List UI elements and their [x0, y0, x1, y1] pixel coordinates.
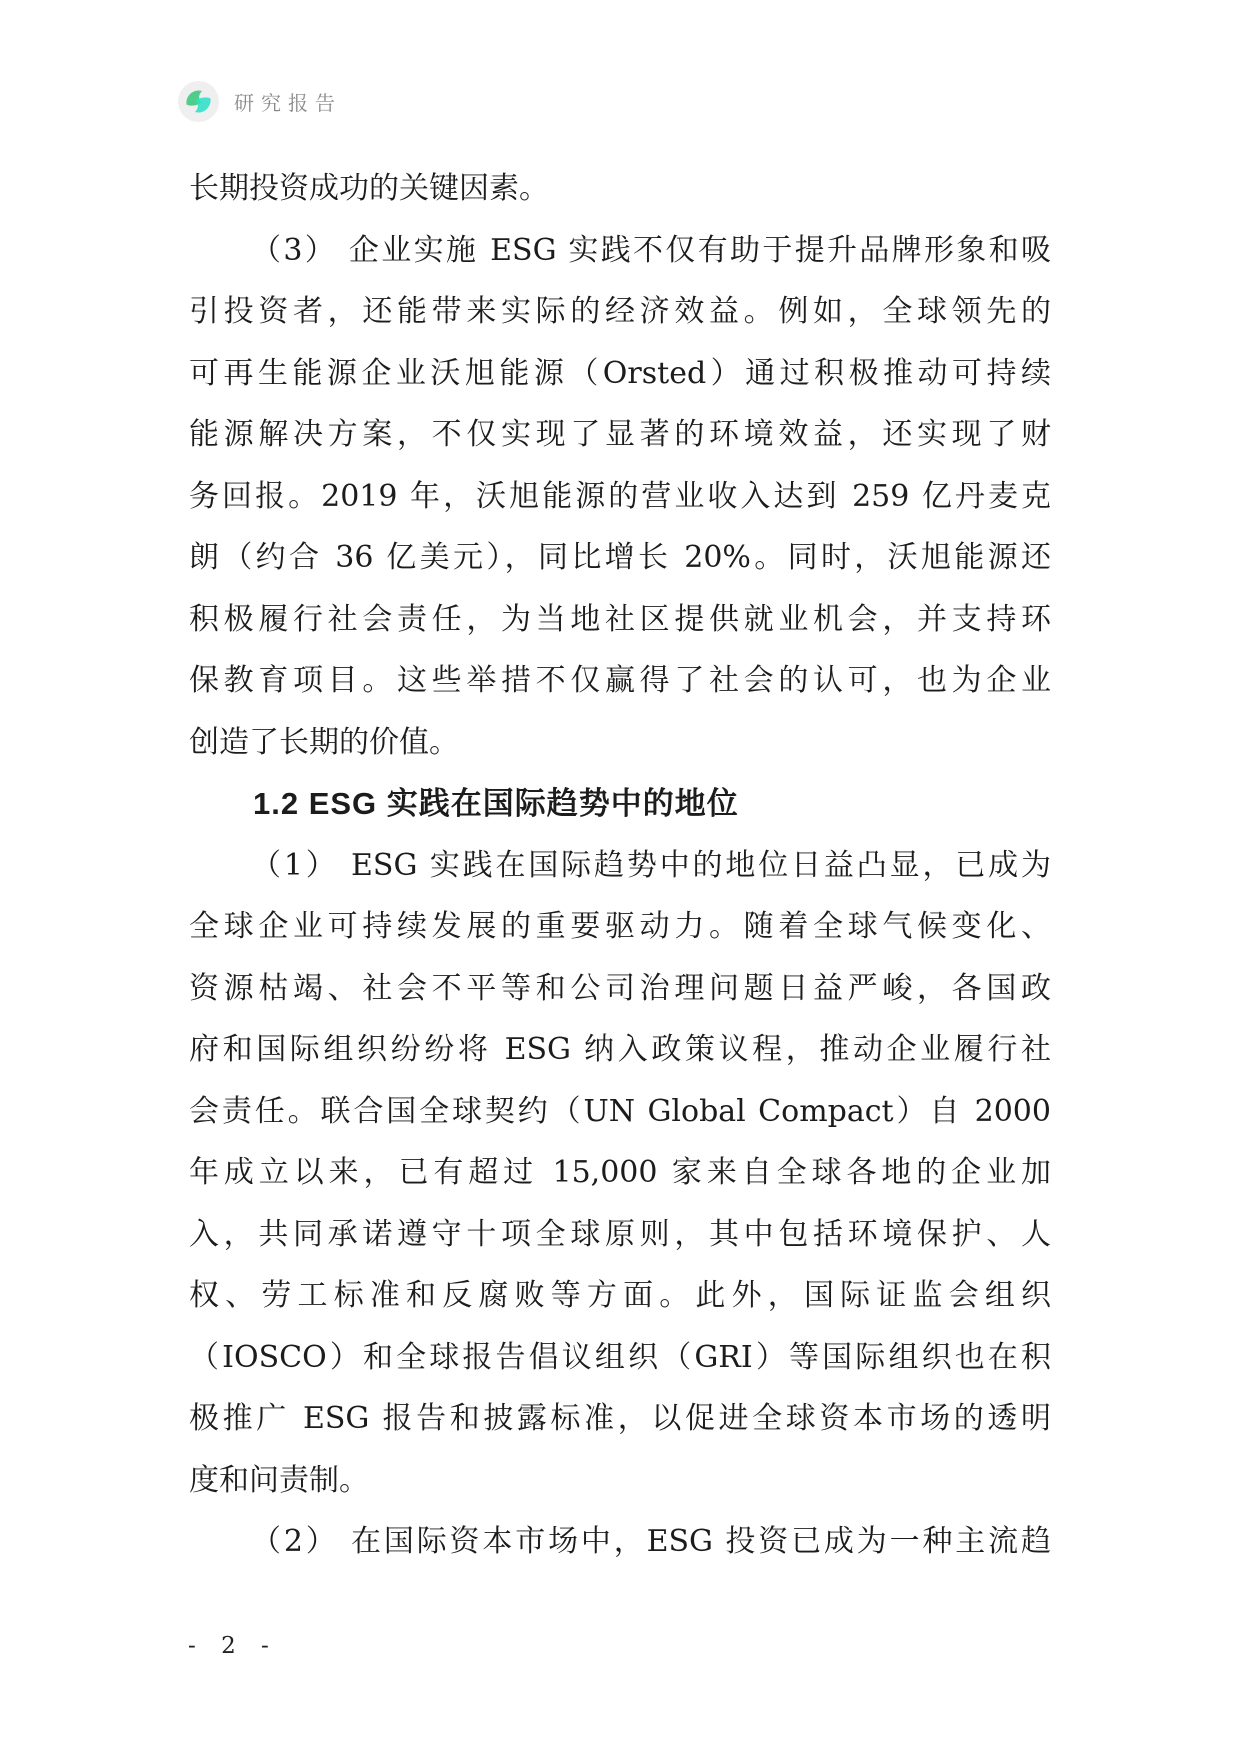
text-line: 资源枯竭、社会不平等和公司治理问题日益严峻，各国政: [189, 970, 1051, 1006]
brand-logo-icon: [178, 81, 219, 122]
text-line: 度和问责制。: [189, 1462, 369, 1498]
text-line: 会责任。联合国全球契约（UN Global Compact）自 2000: [189, 1093, 1051, 1129]
section-heading: 1.2 ESG 实践在国际趋势中的地位: [253, 786, 739, 821]
page-header: [178, 81, 342, 122]
text-line: 府和国际组织纷纷将 ESG 纳入政策议程，推动企业履行社: [189, 1032, 1051, 1067]
text-line: 全球企业可持续发展的重要驱动力。随着全球气候变化、: [189, 909, 1051, 944]
text-line: 长期投资成功的关键因素。: [189, 171, 549, 206]
text-line: （3） 企业实施 ESG 实践不仅有助于提升品牌形象和吸: [251, 232, 1051, 268]
text-line: （IOSCO）和全球报告倡议组织（GRI）等国际组织也在积: [189, 1339, 1051, 1375]
text-line: 极推广 ESG 报告和披露标准，以促进全球资本市场的透明: [189, 1401, 1051, 1436]
text-line: 创造了长期的价值。: [189, 724, 459, 760]
text-line: 年成立以来，已有超过 15,000 家来自全球各地的企业加: [189, 1155, 1051, 1190]
text-line: 务回报。2019 年，沃旭能源的营业收入达到 259 亿丹麦克: [189, 478, 1051, 514]
document-body: [189, 158, 1051, 1573]
text-line: 可再生能源企业沃旭能源（Orsted）通过积极推动可持续: [189, 355, 1051, 391]
text-line: 朗（约合 36 亿美元），同比增长 20%。同时，沃旭能源还: [189, 540, 1051, 575]
brand-label: 研究报告: [234, 91, 342, 115]
text-line: （2） 在国际资本市场中，ESG 投资已成为一种主流趋: [251, 1524, 1051, 1559]
text-line: 引投资者，还能带来实际的经济效益。例如，全球领先的: [189, 294, 1051, 329]
page-number: - 2 -: [188, 1633, 278, 1659]
text-line: 积极履行社会责任，为当地社区提供就业机会，并支持环: [189, 601, 1051, 637]
text-line: 权、劳工标准和反腐败等方面。此外，国际证监会组织: [189, 1278, 1051, 1313]
text-line: 入，共同承诺遵守十项全球原则，其中包括环境保护、人: [189, 1216, 1051, 1252]
text-line: 保教育项目。这些举措不仅赢得了社会的认可，也为企业: [189, 663, 1051, 698]
text-line: （1） ESG 实践在国际趋势中的地位日益凸显，已成为: [251, 847, 1051, 883]
text-line: 能源解决方案，不仅实现了显著的环境效益，还实现了财: [189, 417, 1051, 452]
